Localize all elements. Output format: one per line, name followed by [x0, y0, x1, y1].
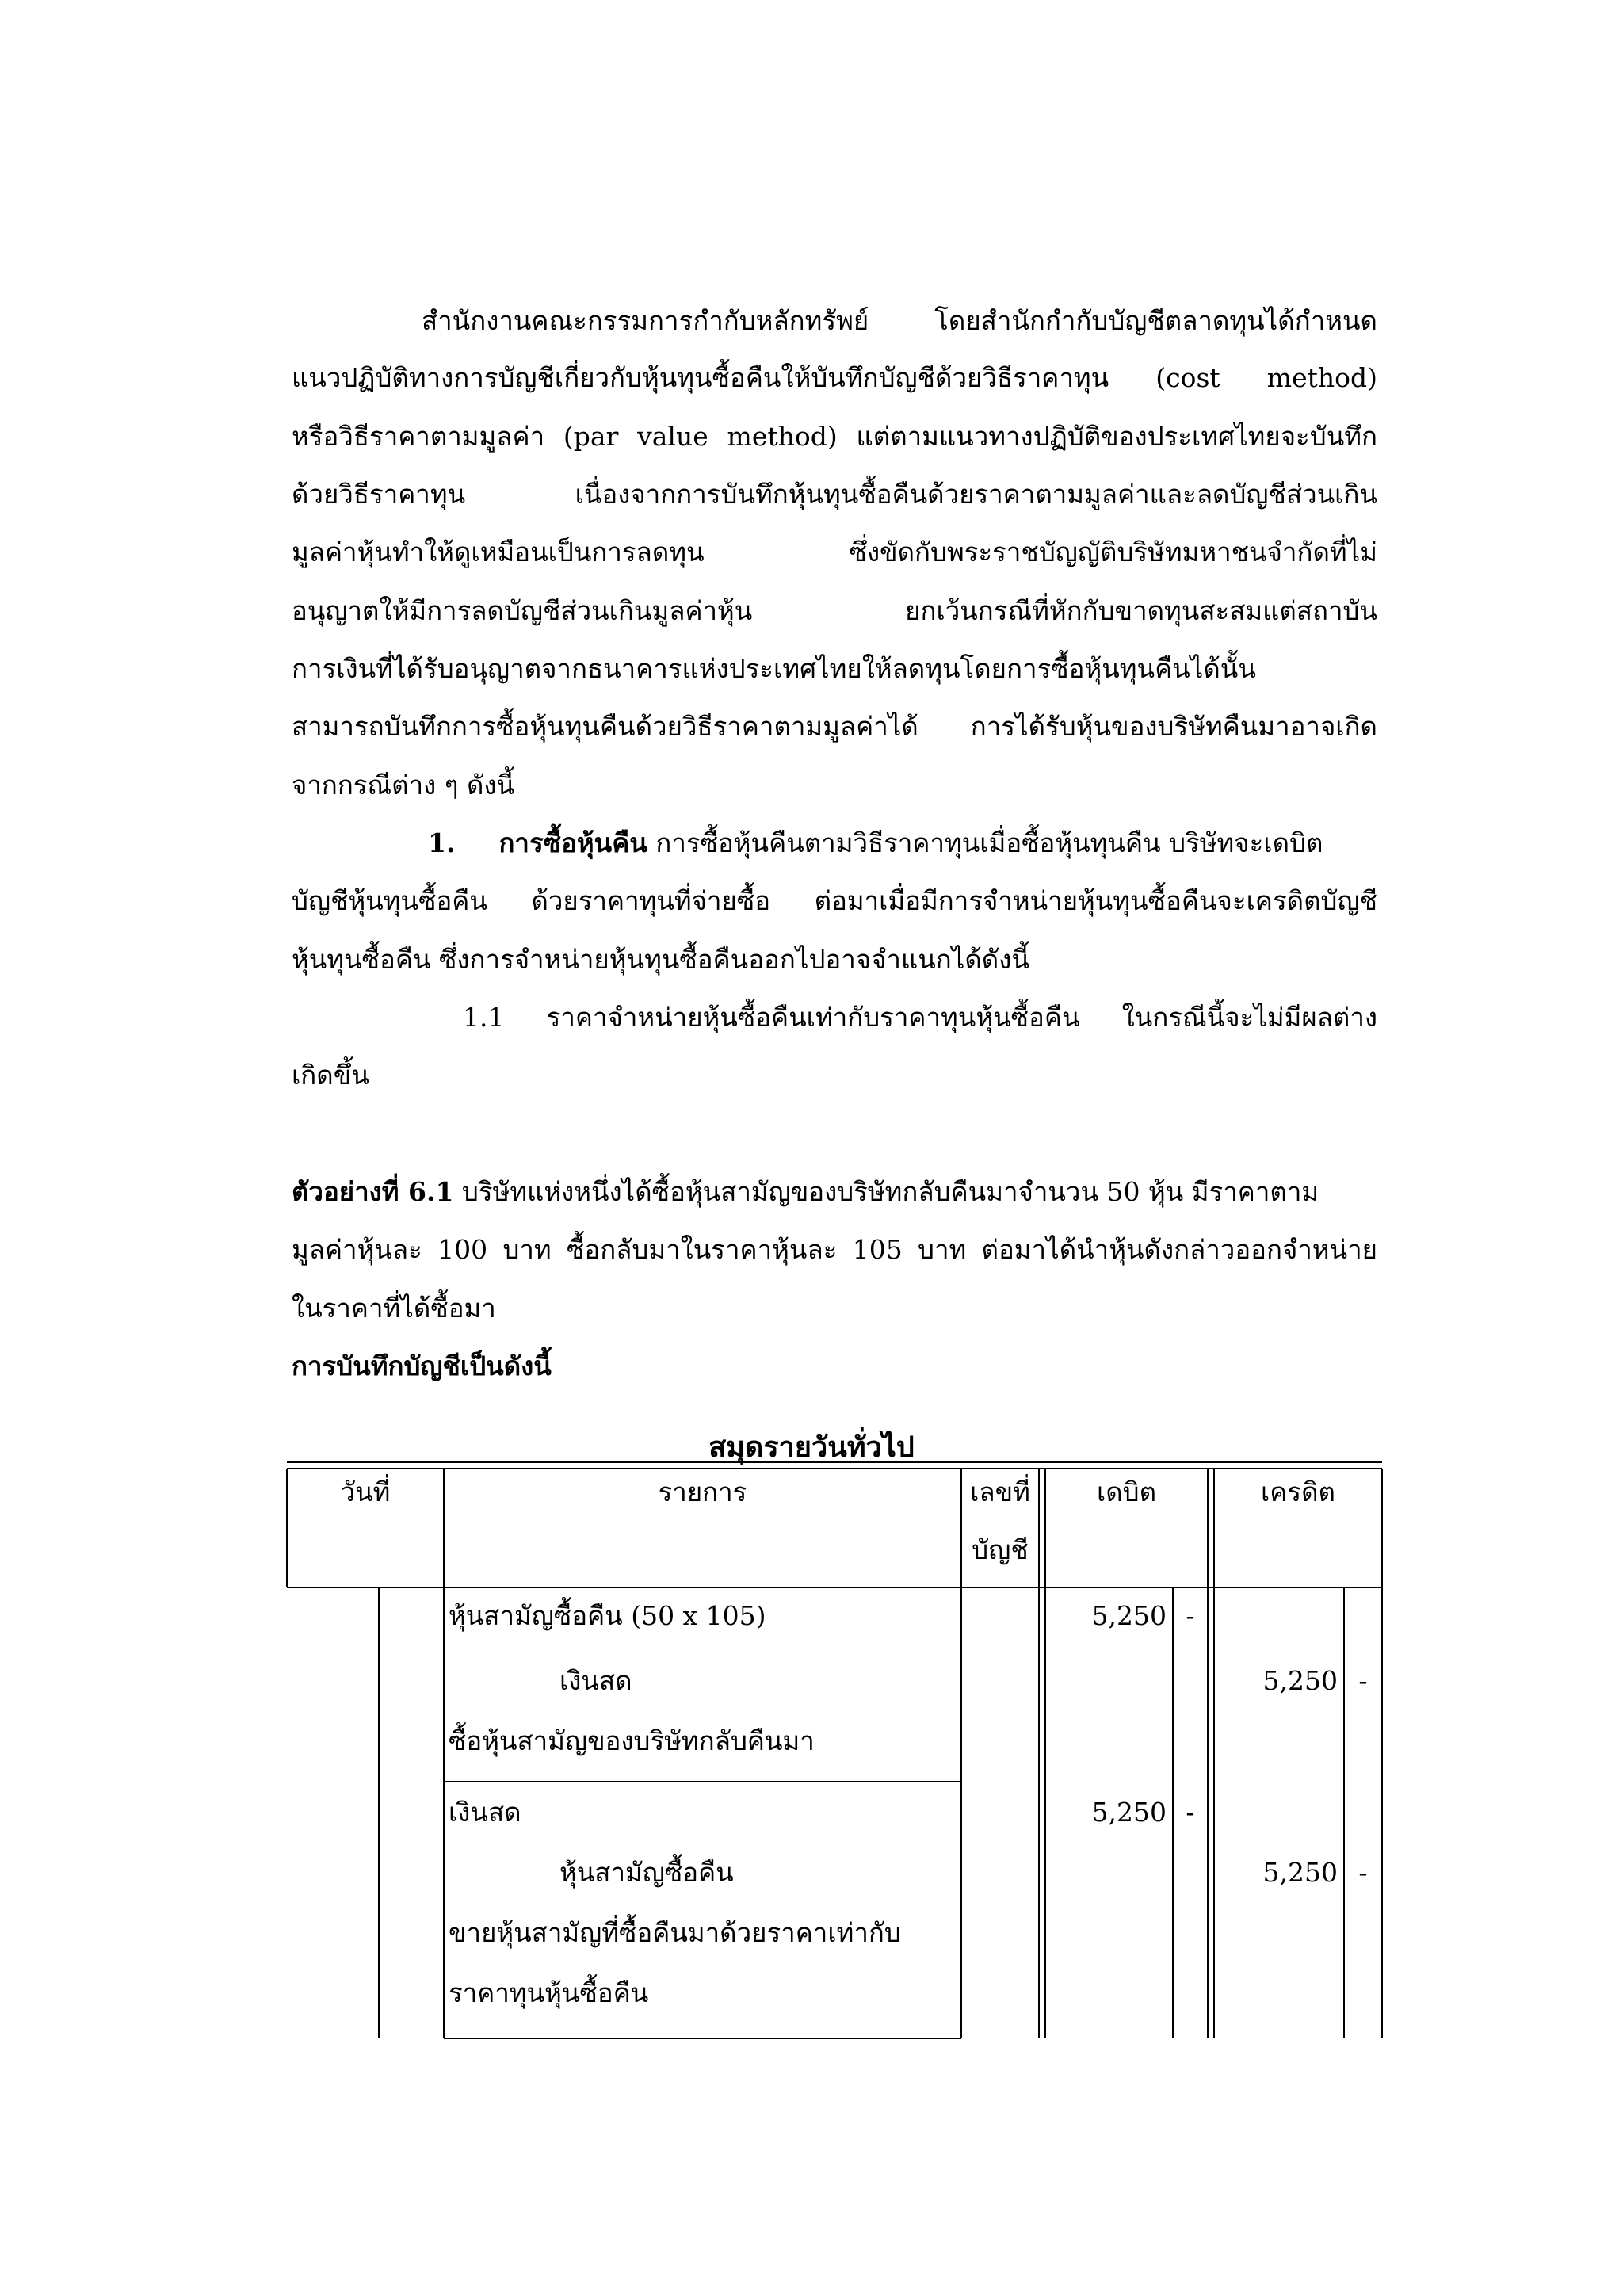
credit-account: เงินสด	[559, 1665, 632, 1696]
entry-explanation: ราคาทุนหุ้นซื้อคืน	[449, 1977, 649, 2008]
debit-satang: -	[1186, 1600, 1195, 1631]
example-text: บริษัทแห่งหนึ่งได้ซื้อหุ้นสามัญของบริษัทกลับคืนมาจำนวน 50 หุ้น มีราคาตาม	[453, 1176, 1319, 1207]
header-ref: เลขที่	[970, 1477, 1030, 1507]
example-label: ตัวอย่างที่ 6.1	[292, 1176, 454, 1207]
intro-line: จากกรณีต่าง ๆ ดังนี้	[292, 770, 515, 800]
credit-satang: -	[1358, 1857, 1368, 1888]
credit-amount: 5,250	[1262, 1857, 1338, 1888]
section-1-text: การซื้อหุ้นคืนตามวิธีราคาทุนเมื่อซื้อหุ้นทุนคืน บริษัทจะเดบิต	[647, 827, 1323, 858]
section-1-line-3: หุ้นทุนซื้อคืน ซึ่งการจำหน่ายหุ้นทุนซื้อคืนออกไปอาจจำแนกได้ดังนี้	[292, 944, 1029, 975]
recording-heading: การบันทึกบัญชีเป็นดังนี้	[292, 1350, 552, 1381]
debit-amount: 5,250	[1091, 1600, 1167, 1631]
subsection-line-1: 1.1 ราคาจำหน่ายหุ้นซื้อคืนเท่ากับราคาทุนหุ้นซื้อคืน ในกรณีนี้จะไม่มีผลต่าง	[463, 1002, 1377, 1033]
subsection-line-2: เกิดขึ้น	[292, 1060, 369, 1091]
debit-amount: 5,250	[1091, 1797, 1167, 1828]
credit-account: หุ้นสามัญซื้อคืน	[559, 1857, 734, 1888]
header-credit: เครดิต	[1261, 1477, 1335, 1507]
header-debit: เดบิต	[1096, 1477, 1157, 1507]
credit-amount: 5,250	[1262, 1665, 1338, 1696]
debit-satang: -	[1186, 1797, 1195, 1828]
section-1-number: 1.	[428, 827, 456, 858]
section-1-line-2: บัญชีหุ้นทุนซื้อคืน ด้วยราคาทุนที่จ่ายซื้อ ต่อมาเมื่อมีการจำหน่ายหุ้นทุนซื้อคืนจะเครดิตบัญชี	[292, 885, 1377, 916]
credit-satang: -	[1358, 1665, 1368, 1696]
intro-line: การเงินที่ได้รับอนุญาตจากธนาคารแห่งประเทศไทยให้ลดทุนโดยการซื้อหุ้นทุนคืนได้นั้น	[292, 653, 1256, 684]
entry-explanation: ซื้อหุ้นสามัญของบริษัทกลับคืนมา	[449, 1725, 815, 1756]
example-line-2: มูลค่าหุ้นละ 100 บาท ซื้อกลับมาในราคาหุ้นละ 105 บาท ต่อมาได้นำหุ้นดังกล่าวออกจำหน่าย	[292, 1234, 1377, 1265]
intro-line: แนวปฏิบัติทางการบัญชีเกี่ยวกับหุ้นทุนซื้อคืนให้บันทึกบัญชีด้วยวิธีราคาทุน (cost method)	[292, 362, 1377, 393]
header-ref-2: บัญชี	[972, 1534, 1029, 1565]
debit-account: เงินสด	[449, 1797, 521, 1828]
intro-line: หรือวิธีราคาตามมูลค่า (par value method) แต่ตามแนวทางปฏิบัติของประเทศไทยจะบันทึก	[292, 421, 1377, 452]
section-1-heading: การซื้อหุ้นคืน	[498, 827, 647, 858]
debit-account: หุ้นสามัญซื้อคืน (50 x 105)	[449, 1600, 766, 1631]
example-line-3: ในราคาที่ได้ซื้อมา	[292, 1293, 496, 1324]
intro-line: สามารถบันทึกการซื้อหุ้นทุนคืนด้วยวิธีราคาตามมูลค่าได้ การได้รับหุ้นของบริษัทคืนมาอาจเกิด	[292, 711, 1377, 742]
header-date: วันที่	[340, 1477, 391, 1507]
intro-line: สำนักงานคณะกรรมการกำกับหลักทรัพย์ โดยสำนักกำกับบัญชีตลาดทุนได้กำหนด	[422, 305, 1377, 336]
entry-explanation: ขายหุ้นสามัญที่ซื้อคืนมาด้วยราคาเท่ากับ	[449, 1917, 901, 1948]
header-description: รายการ	[658, 1477, 747, 1507]
intro-line: ด้วยวิธีราคาทุน เนื่องจากการบันทึกหุ้นทุนซื้อคืนด้วยราคาตามมูลค่าและลดบัญชีส่วนเกิน	[292, 479, 1377, 510]
intro-line: อนุญาตให้มีการลดบัญชีส่วนเกินมูลค่าหุ้น ยกเว้นกรณีที่หักกับขาดทุนสะสมแต่สถาบัน	[292, 595, 1377, 626]
journal-title: สมุดรายวันทั่วไป	[708, 1431, 915, 1464]
intro-line: มูลค่าหุ้นทำให้ดูเหมือนเป็นการลดทุน ซึ่งขัดกับพระราชบัญญัติบริษัทมหาชนจำกัดที่ไม่	[292, 537, 1377, 567]
